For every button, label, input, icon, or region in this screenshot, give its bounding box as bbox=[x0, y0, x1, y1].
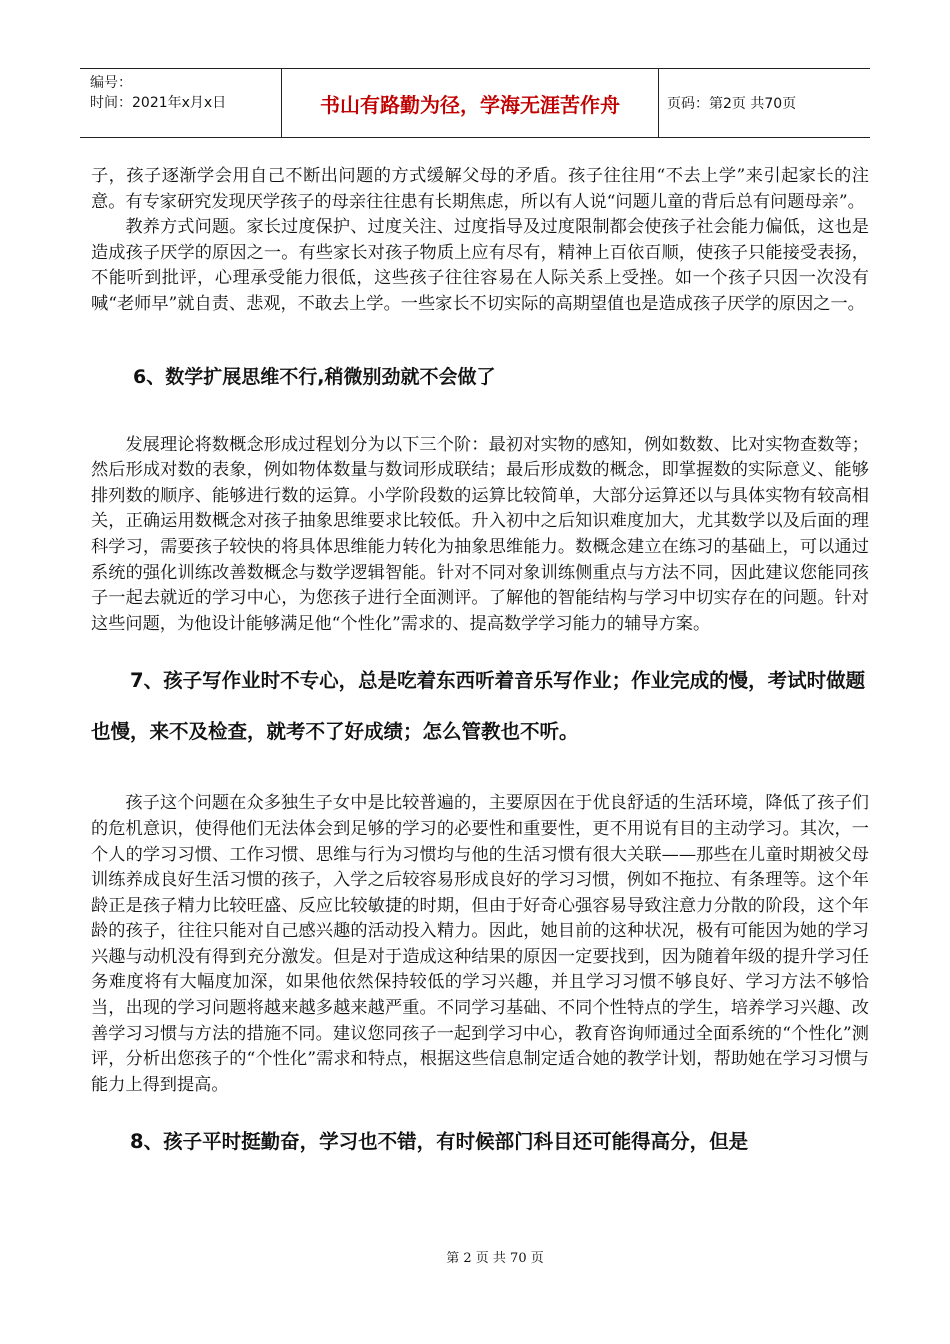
header-page-label: 页码：第2页 共70页 bbox=[667, 96, 797, 112]
time-label: 时间：2021年x月x日 bbox=[90, 95, 227, 111]
section-heading-7: 7、孩子写作业时不专心，总是吃着东西听着音乐写作业；作业完成的慢，考试时做题也慢，来不及检查，就考不了好成绩；怎么管教也不听。 bbox=[91, 669, 866, 744]
number-label: 编号： bbox=[90, 75, 132, 91]
section-heading-6: 6、数学扩展思维不行,稍微别劲就不会做了 bbox=[133, 365, 496, 388]
paragraph: 发展理论将数概念形成过程划分为以下三个阶：最初对实物的感知，例如数数、比对实物查数等；然后形成对数的表象，例如物体数量与数词形成联结；最后形成数的概念，即掌握数的实际意义、能够排列数的顺序、能够进行数的运算。小学阶段数的运算比较简单，大部分运算还以与具体实物有较高相关，正确运用数概念对孩子抽象思维要求比较低。升入初中之后知识难度加大，尤其数学以及后面的理科学习，需要孩子较快的将具体思维能力转化为抽象思维能力。数概念建立在练习的基础上，可以通过系统的强化训练改善数概念与数学逻辑智能。针对不同对象训练侧重点与方法不同，因此建议您能同孩子一起去就近的学习中心，为您孩子进行全面测评。了解他的智能结构与学习中切实存在的问题。针对这些问题，为他设计能够满足他“个性化”需求的、提高数学学习能力的辅导方案。 bbox=[91, 434, 869, 634]
document-body bbox=[91, 164, 869, 1154]
section-heading-8: 8、孩子平时挺勤奋，学习也不错，有时候部门科目还可能得高分，但是 bbox=[130, 1130, 749, 1154]
header-motto: 书山有路勤为径，学海无涯苦作舟 bbox=[282, 69, 659, 137]
paragraph: 子，孩子逐渐学会用自己不断出问题的方式缓解父母的矛盾。孩子往往用“不去上学”来引起家长的注意。有专家研究发现厌学孩子的母亲往往患有长期焦虑，所以有人说“问题儿童的背后总有问题母亲”。 bbox=[91, 166, 869, 212]
page-header bbox=[80, 68, 870, 138]
page-footer: 第 2 页 共 70 页 bbox=[446, 1251, 544, 1266]
paragraph: 教养方式问题。家长过度保护、过度关注、过度指导及过度限制都会使孩子社会能力偏低，这也是造成孩子厌学的原因之一。有些家长对孩子物质上应有尽有，精神上百依百顺，使孩子只能接受表扬，不能听到批评，心理承受能力很低，这些孩子往往容易在人际关系上受挫。如一个孩子只因一次没有喊“老师早”就自责、悲观，不敢去上学。一些家长不切实际的高期望值也是造成孩子厌学的原因之一。 bbox=[91, 217, 869, 314]
paragraph: 孩子这个问题在众多独生子女中是比较普遍的，主要原因在于优良舒适的生活环境，降低了孩子们的危机意识，使得他们无法体会到足够的学习的必要性和重要性，更不用说有目的主动学习。其次，一个人的学习习惯、工作习惯、思维与行为习惯均与他的生活习惯有很大关联——那些在儿童时期被父母训练养成良好生活习惯的孩子，入学之后较容易形成良好的学习习惯，例如不拖拉、有条理等。这个年龄正是孩子精力比较旺盛、反应比较敏捷的时期，但由于好奇心强容易导致注意力分散的阶段，这个年龄的孩子，往往只能对自己感兴趣的活动投入精力。因此，她目前的这种状况，极有可能因为她的学习兴趣与动机没有得到充分激发。但是对于造成这种结果的原因一定要找到，因为随着年级的提升学习任务难度将有大幅度加深，如果他依然保持较低的学习兴趣，并且学习习惯不够良好、学习方法不够恰当，出现的学习问题将越来越多越来越严重。不同学习基础、不同个性特点的学生，培养学习兴趣、改善学习习惯与方法的措施不同。建议您同孩子一起到学习中心，教育咨询师通过全面系统的“个性化”测评，分析出您孩子的“个性化”需求和特点，根据这些信息制定适合她的教学计划，帮助她在学习习惯与能力上得到提高。 bbox=[91, 793, 869, 1095]
header-meta bbox=[80, 69, 282, 137]
